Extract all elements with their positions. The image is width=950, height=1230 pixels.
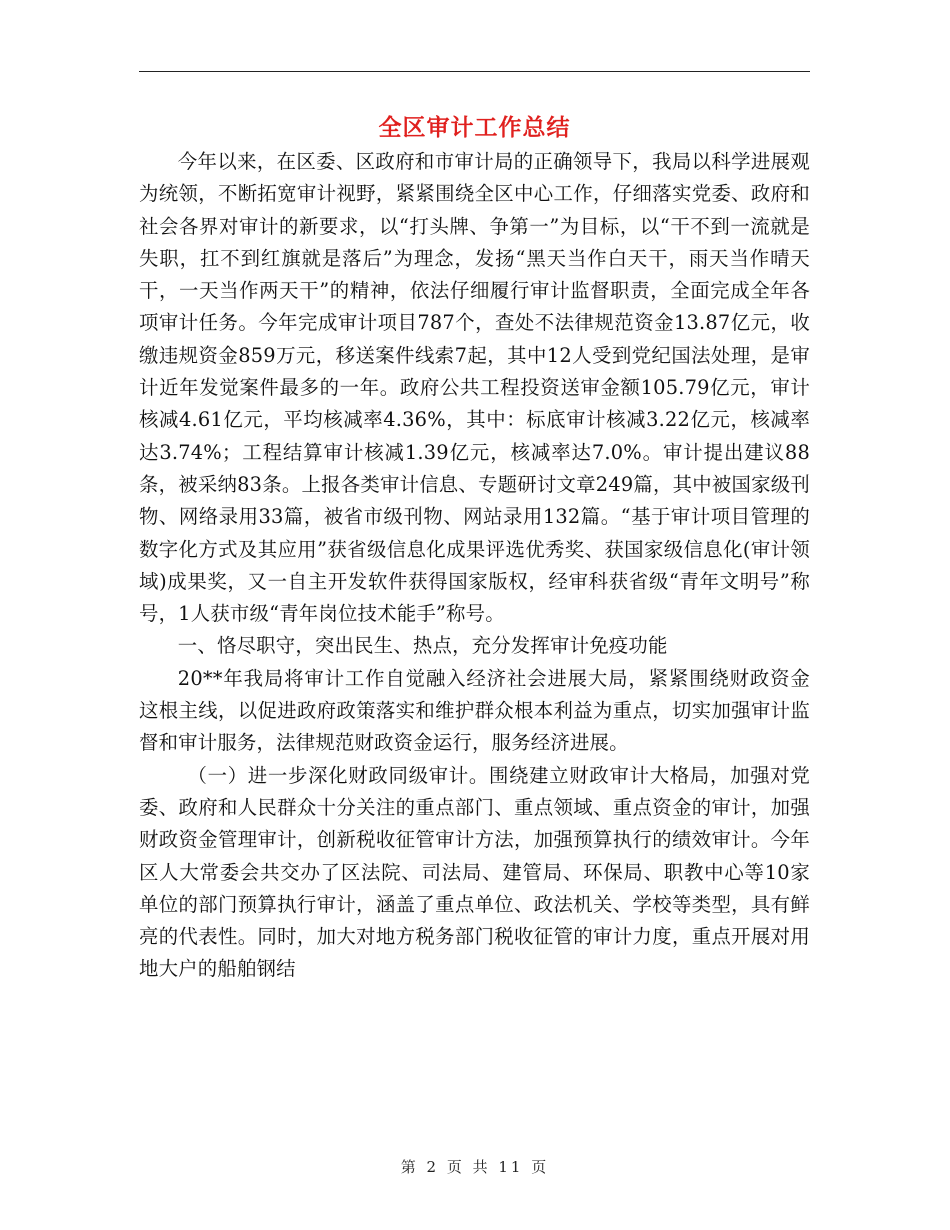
intro-paragraph: 今年以来，在区委、区政府和市审计局的正确领导下，我局以科学进展观为统领，不断拓宽审计视野，紧紧围绕全区中心工作，仔细落实党委、政府和社会各界对审计的新要求，以“打头牌、争第一”为目标，以“干不到一流就是失职，扛不到红旗就是落后”为理念，发扬“黑天当作白天干，雨天当作晴天干，一天当作两天干”的精神，依法仔细履行审计监督职责，全面完成全年各项审计任务。今年完成审计项目787个，查处不法律规范资金13.87亿元，收缴违规资金859万元，移送案件线索7起，其中12人受到党纪国法处理，是审计近年发觉案件最多的一年。政府公共工程投资送审金额105.79亿元，审计核减4.61亿元，平均核减率4.36%，其中：标底审计核减3.22亿元，核减率达3.74%；工程结算审计核减1.39亿元，核减率达7.0%。审计提出建议88条，被采纳83条。上报各类审计信息、专题研讨文章249篇，其中被国家级刊物、网络录用33篇，被省市级刊物、网站录用132篇。“基于审计项目管理的数字化方式及其应用”获省级信息化成果评选优秀奖、获国家级信息化(审计领域)成果奖，又一自主开发软件获得国家版权，经审科获省级“青年文明号”称号，1人获市级“青年岗位技术能手”称号。 <box>139 150 810 626</box>
document-body <box>139 146 810 986</box>
header-rule <box>139 71 810 72</box>
section-heading-1: 一、恪尽职守，突出民生、热点，充分发挥审计免疫功能 <box>177 634 668 658</box>
section-1-paragraph: 20**年我局将审计工作自觉融入经济社会进展大局，紧紧围绕财政资金这根主线，以促进政府政策落实和维护群众根本利益为重点，切实加强审计监督和审计服务，法律规范财政资金运行，服务经济进展。 <box>139 666 810 755</box>
document-title: 全区审计工作总结 <box>378 115 571 141</box>
page-number: 第 2 页 共 11 页 <box>400 1158 550 1176</box>
subsection-1-paragraph: （一）进一步深化财政同级审计。围绕建立财政审计大格局，加强对党委、政府和人民群众十分关注的重点部门、重点领域、重点资金的审计，加强财政资金管理审计，创新税收征管审计方法，加强预算执行的绩效审计。今年区人大常委会共交办了区法院、司法局、建管局、环保局、职教中心等10家单位的部门预算执行审计，涵盖了重点单位、政法机关、学校等类型，具有鲜亮的代表性。同时，加大对地方税务部门税收征管的审计力度，重点开展对用地大户的船舶钢结 <box>139 763 810 981</box>
